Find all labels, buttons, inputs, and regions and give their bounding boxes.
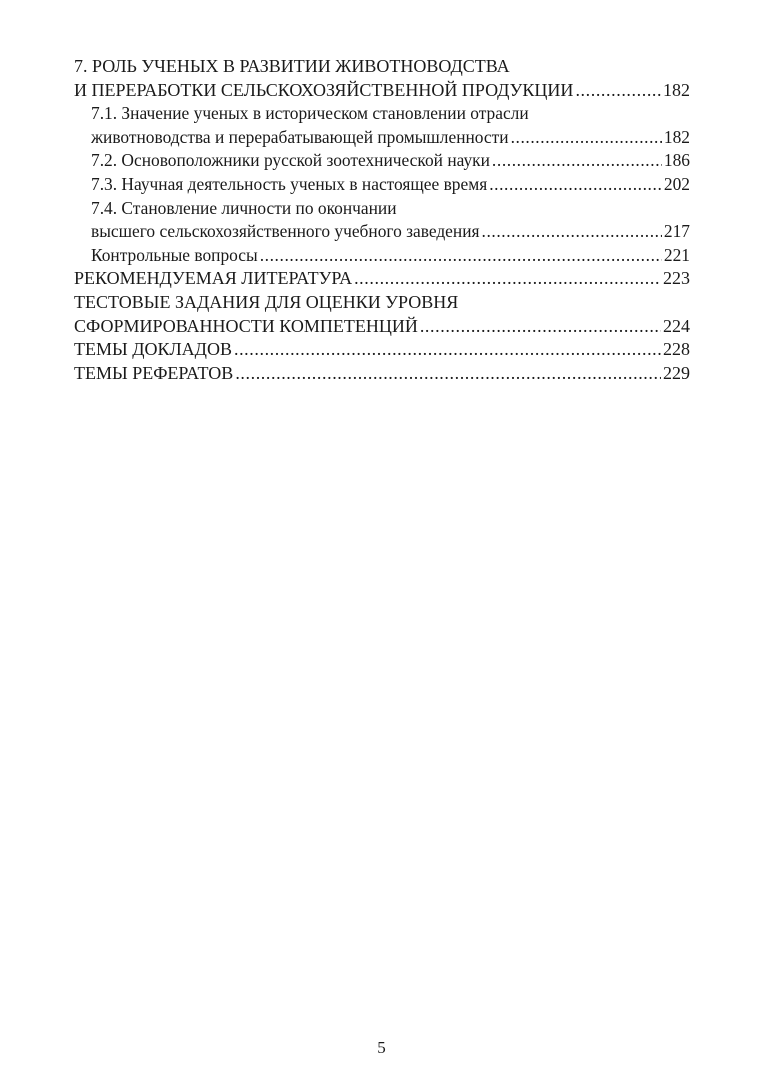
toc-entry-line: [91, 173, 690, 197]
dot-leader: [420, 315, 661, 339]
toc-entry-title: 7.4. Становление личности по окончании: [91, 197, 397, 218]
dot-leader: [234, 338, 661, 362]
toc-entry-title: ТЕМЫ ДОКЛАДОВ: [74, 339, 232, 360]
toc-entry-line: [91, 244, 690, 268]
toc-page-number: 182: [663, 126, 690, 147]
toc-entry-line: [74, 79, 690, 103]
toc-entry-test-tasks: [74, 291, 690, 338]
toc-entry-title: Контрольные вопросы: [91, 244, 258, 265]
toc-entry-line: [91, 149, 690, 173]
toc-page-number: 228: [663, 339, 690, 360]
dot-leader: [511, 126, 662, 150]
toc-entry-title: 7.3. Научная деятельность ученых в настоящее время: [91, 173, 488, 194]
toc-page-number: 217: [663, 221, 690, 242]
toc-entry-report-topics: [74, 338, 690, 362]
toc-entry-title: 7.2. Основоположники русской зоотехнической науки: [91, 150, 490, 171]
toc-entry-7-4: [74, 197, 690, 244]
table-of-contents: [74, 55, 690, 385]
toc-entry-title-continued: СФОРМИРОВАННОСТИ КОМПЕТЕНЦИЙ: [74, 315, 418, 336]
toc-page-number: 229: [663, 362, 690, 383]
toc-entry-abstract-topics: [74, 362, 690, 386]
dot-leader: [235, 362, 661, 386]
dot-leader: [492, 149, 662, 173]
toc-entry-title: 7. РОЛЬ УЧЕНЫХ В РАЗВИТИИ ЖИВОТНОВОДСТВА: [74, 56, 510, 76]
toc-entry-title: 7.1. Значение ученых в историческом становлении отрасли: [91, 103, 529, 124]
toc-entry-7-2: [74, 149, 690, 173]
toc-page-number: 182: [663, 79, 690, 100]
toc-entry-7-3: [74, 173, 690, 197]
toc-entry-line: [74, 267, 690, 291]
toc-entry-line: [74, 362, 690, 386]
toc-entry-title-continued: И ПЕРЕРАБОТКИ СЕЛЬСКОХОЗЯЙСТВЕННОЙ ПРОДУКЦИИ: [74, 79, 574, 100]
dot-leader: [354, 267, 661, 291]
toc-entry-line: [74, 315, 690, 339]
toc-entry-control-questions: [74, 244, 690, 268]
dot-leader: [489, 173, 662, 197]
toc-entry-line: [74, 338, 690, 362]
toc-entry-line: [91, 126, 690, 150]
toc-entry-title: ТЕМЫ РЕФЕРАТОВ: [74, 362, 234, 383]
toc-page-number: 202: [663, 173, 690, 194]
toc-entry-chapter-7: [74, 55, 690, 102]
dot-leader: [575, 79, 661, 103]
toc-page-number: 186: [663, 150, 690, 171]
toc-entry-title-continued: животноводства и перерабатывающей промышленности: [91, 126, 509, 147]
dot-leader: [482, 220, 662, 244]
page-number: 5: [377, 1038, 386, 1057]
toc-page-number: 223: [663, 268, 690, 289]
toc-entry-7-1: [74, 102, 690, 149]
toc-entry-title-continued: высшего сельскохозяйственного учебного заведения: [91, 221, 480, 242]
toc-entry-line: [91, 220, 690, 244]
dot-leader: [260, 244, 662, 268]
toc-entry-recommended-literature: [74, 267, 690, 291]
toc-page-number: 224: [663, 315, 690, 336]
toc-entry-title: РЕКОМЕНДУЕМАЯ ЛИТЕРАТУРА: [74, 268, 353, 289]
toc-page-number: 221: [663, 244, 690, 265]
toc-entry-title: ТЕСТОВЫЕ ЗАДАНИЯ ДЛЯ ОЦЕНКИ УРОВНЯ: [74, 291, 459, 312]
